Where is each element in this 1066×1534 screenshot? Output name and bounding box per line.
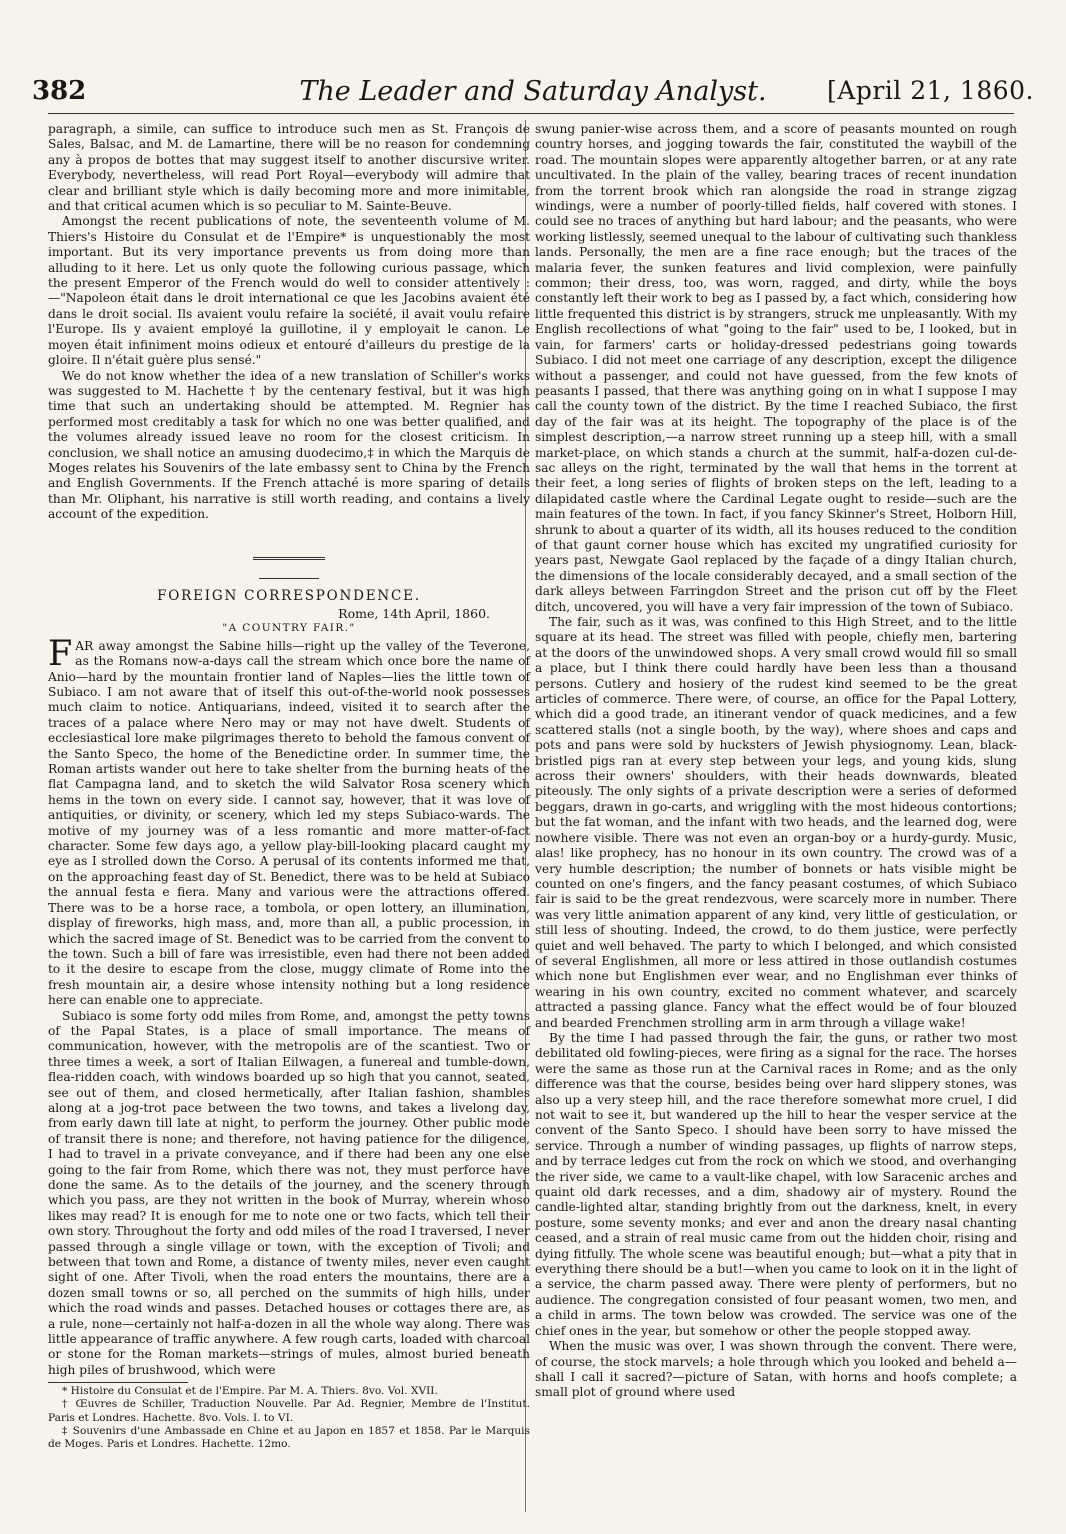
paragraph-fair: The fair, such as it was, was confined to this High Street, and to the little square at its head. The street was filled with people, chiefly men, bartering at the doors of the unwindowed shops. A very small crowd would fill so small a place, but I think there could hardly have been less than a thousand persons. Cutlery and hosiery of the rudest kind seemed to be the great articles of commerce. There were, of course, an office for the Papal Lottery, which did a good trade, an itinerant vendor of quack medicines, and a few scattered stalls (not a single booth, by the way), where shoes and caps and pots and pans were sold by hucksters of Jewish physiognomy. Lean, black-bristled pigs ran at every step between your legs, and young kids, slung across their owners' shoulders, with their heads downwards, bleated piteously. The only sights of a private description were a series of deformed beggars, drawn in go-carts, and wriggling with the most hideous contortions; but the fat woman, and the infant with two heads, and the learned dog, were nowhere visible. There was not even an organ-boy or a hurdy-gurdy. Music, alas! like prophecy, has no honour in its own country. The crowd was of a very humble description; the number of bonnets or hats visible might be counted on one's fingers, and the fancy peasant costumes, of which Subiaco fair is said to be the great rendezvous, were scarcely more in number. There was very little animation apparent of any kind, very little of gesticulation, or still less of shouting. Indeed, the crowd, to do them justice, were perfectly quiet and well behaved. The party to which I belonged, and which consisted of several Englishmen, all more or less attired in those outlandish costumes which none but Englishmen ever wear, and no Englishman ever thinks of wearing in his own country, excited no comment whatever, and scarcely attracted a passing glance. Fancy what the effect would be of four blouzed and bearded Frenchmen strolling arm in arm through a village wake! [535,615,1017,1030]
footnote-rule [48,1382,188,1383]
section-separator-thin [259,578,319,579]
dateline: Rome, 14th April, 1860. [338,605,490,621]
paragraph-subiaco-intro-text: AR away amongst the Sabine hills—right up the valley of the Teverone, as the Romans now-a-days call the stream which once bore the name of Anio—hard by the mountain frontier land of Naples—lies the little town of Subiaco. I am not aware that of itself this out-of-the-world nook possesses much claim to notice. Antiquarians, indeed, visited it to search after the traces of a palace where Nero may or may not have dwelt. Students of ecclesiastical lore make pilgrimages thereto to behold the famous convent of the Santo Speco, the home of the Benedictine order. In summer time, the Roman artists wander out here to take shelter from the burning heats of the flat Campagna land, and to sketch the wild Salvator Rosa scenery which hems in the town on every side. I cannot say, however, that it was love of antiquities, or divinity, or scenery, which led my steps Subiaco-wards. The motive of my journey was of a less romantic and more matter-of-fact character. Some few days ago, a yellow play-bill-looking placard caught my eye as I strolled down the Corso. A perusal of its contents informed me that, on the approaching feast day of St. Benedict, there was to be held at Subiaco the annual festa e fiera. Many and various were the attractions offered. There was to be a horse race, a tombola, or open lottery, an illumination, display of fireworks, high mass, and, more than all, a public procession, in which the sacred image of St. Benedict was to be carried from the convent to the town. Such a bill of fare was irresistible, even had there not been added to it the desire to escape from the close, muggy climate of Rome into the fresh mountain air, a desire whose intensity nothing but a long residence here can enable one to appreciate. [48,638,530,1008]
section-separator [253,557,325,560]
drop-cap: F [48,633,73,674]
publication-title: The Leader and Saturday Analyst. [299,76,767,107]
footnote-schiller: † Œuvres de Schiller, Traduction Nouvelle. Par Ad. Regnier, Membre de l'Institut. Paris et Londres. Hachette. 8vo. Vols. I. to VI. [48,1398,530,1424]
footnote-thiers: * Histoire du Consulat et de l'Empire. Par M. A. Thiers. 8vo. Vol. XVII. [62,1385,438,1398]
page-number: 382 [32,76,87,106]
paragraph-race-and-vespers: By the time I had passed through the fair, the guns, or rather two most debilitated old fowling-pieces, were firing as a signal for the race. The horses were the same as those run at the Carnival races in Rome; and as the only difference was that the course, besides being over hard slippery stones, was also up a very steep hill, and the race therefore somewhat more cruel, I did not wait to see it, but wandered up the hill to hear the vesper service at the convent of the Santo Speco. I should have been sorry to have missed the service. Through a number of winding passages, up flights of narrow steps, and by terrace ledges cut from the rock on which we stood, and overhanging the river side, we came to a vault-like chapel, with low Saracenic arches and quaint old dark recesses, and a dim, shadowy air of mystery. Round the candle-lighted altar, standing brightly from out the darkness, knelt, in every posture, some seventy monks; and ever and anon the dreary nasal chanting ceased, and a strain of real music came from out the hidden choir, rising and dying fitfully. The whole scene was beautiful enough; but—what a pity that in everything there should be a but!—when you came to look on it in the light of a service, the charm passed away. There were plenty of performers, but no audience. The congregation consisted of four peasant women, two men, and a child in arms. The town below was crowded. The service was one of the chief ones in the year, but somehow or other the people stopped away. [535,1030,1017,1338]
right-column [535,122,1017,1512]
left-column [48,122,530,1502]
article-subtitle: "A COUNTRY FAIR." [222,622,356,635]
paragraph-schiller: We do not know whether the idea of a new translation of Schiller's works was suggested to M. Hachette † by the centenary festival, but it was high time that such an undertaking should be attempted. M. Regnier has performed most creditably a task for which no one was better qualified, and the volumes already issued leave no room for the closest criticism. In conclusion, we shall notice an amusing duodecimo,‡ in which the Marquis de Moges relates his Souvenirs of the late embassy sent to China by the French and English Governments. If the French attaché is more sparing of details than Mr. Oliphant, his narrative is still worth reading, and contains a lively account of the expedition. [48,368,530,522]
paragraph-journey: Subiaco is some forty odd miles from Rome, and, amongst the petty towns of the Papal States, is a place of small importance. The means of communication, however, with the metropolis are of the scantiest. Two or three times a week, a sort of Italian Eilwagen, a funereal and tumble-down, flea-ridden coach, with windows boarded up so high that you cannot, seated, see out of them, and closed hermetically, after Italian fashion, shambles along at a jog-trot pace between the two towns, and takes a livelong day, from early dawn till late at night, to perform the journey. Other public mode of transit there is none; and therefore, not having patience for the diligence, I had to travel in a private conveyance, and if there had been any one else going to the fair from Rome, which there was not, they must perforce have done the same. As to the details of the journey, and the scenery through which you pass, are they not written in the book of Murray, wherein whoso likes may read? It is enough for me to note one or two facts, which tell their own story. Throughout the forty and odd miles of the road I traversed, I never passed through a single village or town, with the exception of Tivoli; and between that town and Rome, a distance of twenty miles, never even caught sight of one. After Tivoli, when the road enters the mountains, there are a dozen small towns or so, all perched on the summits of high hills, under which the road winds and passes. Detached houses or cottages there are, as a rule, none—certainly not half-a-dozen in all the whole way along. There was little appearance of traffic anywhere. A few rough carts, loaded with charcoal or stone for the Roman markets—strings of mules, almost buried beneath high piles of brushwood, which were [48,1008,530,1377]
paragraph-thiers: Amongst the recent publications of note, the seventeenth volume of M. Thiers's Histoire du Consulat et de l'Empire* is unquestionably the most important. But its very importance prevents us from doing more than alluding to it here. Let us only quote the following curious passage, which the present Emperor of the French would do well to consider attentively :—"Napoleon était dans le droit international ce que les Jacobins avaient été dans le droit social. Ils avaient voulu refaire la société, il avait voulu refaire l'Europe. Ils y avaient employé la guillotine, il y employait le canon. Le moyen était infiniment moins odieux et entouré d'ailleurs du prestige de la gloire. Il n'était guère plus sensé." [48,214,530,368]
paragraph-subiaco-intro [48,633,530,1009]
paragraph-convent: When the music was over, I was shown through the convent. There were, of course, the stock marvels; a hole through which you looked and beheld a—shall I call it sacred?—picture of Satan, with horns and hoofs complete; a small plot of ground where used [535,1339,1017,1400]
paragraph-road: swung panier-wise across them, and a score of peasants mounted on rough country horses, and jogging towards the fair, constituted the waybill of the road. The mountain slopes were apparently altogether barren, or at any rate uncultivated. In the plain of the valley, bearing traces of recent inundation from the torrent brook which ran alongside the road in strange zigzag windings, were a number of poorly-tilled fields, half covered with stones. I could see no traces of anything but hard labour; and the peasants, who were working listlessly, seemed unequal to the labour of cultivating such thankless lands. Personally, the men are a fine race enough; but the traces of the malaria fever, the sunken features and livid complexion, were painfully common; their dress, too, was worn, ragged, and dirty, while the boys constantly left their work to beg as I passed by, a fact which, considering how little frequented this district is by strangers, struck me unpleasantly. With my English recollections of what "going to the fair" used to be, I looked, but in vain, for farmers' carts or holiday-dressed pedestrians going towards Subiaco. I did not meet one carriage of any description, except the diligence without a passenger, and could not have guessed, from the few knots of peasants I passed, that there was anything going on in what I suppose I may call the county town of the district. By the time I reached Subiaco, the first day of the fair was at its height. The topography of the place is of the simplest description,—a narrow street running up a steep hill, with a small market-place, on which stands a church at the summit, half-a-dozen cul-de-sac alleys on the right, terminated by the wall that hems in the torrent at their feet, a long series of flights of broken steps on the left, leading to a dilapidated castle where the Cardinal Legate ought to reside—such are the main features of the town. In fact, if you fancy Skinner's Street, Holborn Hill, shrunk to about a quarter of its width, all its houses reduced to the condition of that gaunt corner house which has excited my ungratified curiosity for years past, Newgate Gaol replaced by the façade of a dingy Italian church, the dimensions of the locale considerably decayed, and a small section of the dark alleys between Farringdon Street and the prison cut off by the Fleet ditch, uncovered, you will have a very fair impression of the town of Subiaco. [535,122,1017,614]
paragraph-port-royal: paragraph, a simile, can suffice to introduce such men as St. François de Sales, Balsac, and M. de Lamartine, there will be no reason for condemning any à propos de bottes that may suggest itself to another discursive writer. Everybody, nevertheless, will read Port Royal—everybody will admire that clear and brilliant style which is daily becoming more and more inimitable, and that critical acumen which is so peculiar to M. Sainte-Beuve. [48,122,530,214]
issue-date: [April 21, 1860. [827,76,1034,105]
page-header [32,76,1034,108]
footnote-moges: ‡ Souvenirs d'une Ambassade en Chine et au Japon en 1857 et 1858. Par le Marquis de Moges. Paris et Londres. Hachette. 12mo. [48,1424,530,1451]
section-title: FOREIGN CORRESPONDENCE. [157,587,421,604]
header-rule [48,113,1014,114]
